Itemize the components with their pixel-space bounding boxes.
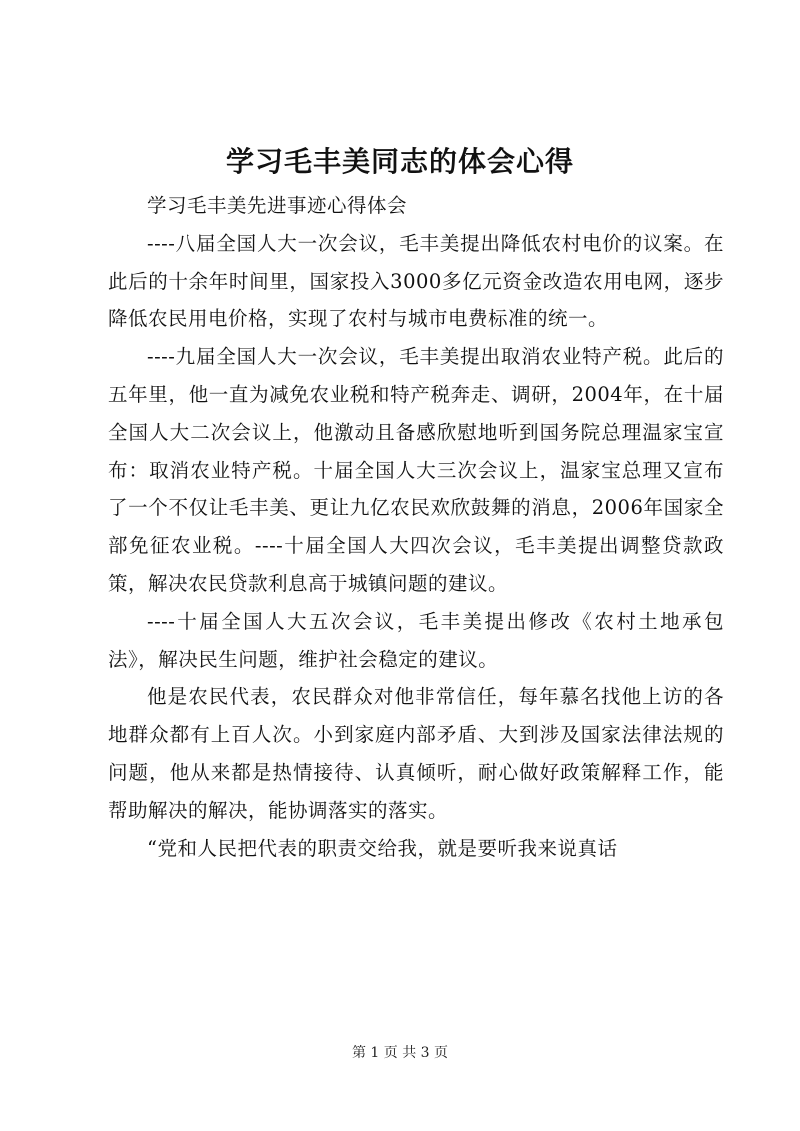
document-body [108, 187, 724, 867]
page-title: 学习毛丰美同志的体会心得 [225, 145, 574, 178]
subtitle-paragraph: 学习毛丰美先进事迹心得体会 [147, 194, 408, 217]
paragraph-electricity: ----八届全国人大一次会议，毛丰美提出降低农村电价的议案。在此后的十余年时间里，国家投入3000多亿元资金改造农用电网，逐步降低农民用电价格，实现了农村与城市电费标准的统一。 [108, 231, 724, 331]
paragraph-farmer-representative: 他是农民代表，农民群众对他非常信任，每年慕名找他上访的各地群众都有上百人次。小到家庭内部矛盾、大到涉及国家法律法规的问题，他从来都是热情接待、认真倾听，耐心做好政策解释工作，能帮助解决的解决，能协调落实的落实。 [108, 685, 724, 822]
page-number-footer: 第 1 页 共 3 页 [351, 1045, 449, 1061]
paragraph-agricultural-tax: ----九届全国人大一次会议，毛丰美提出取消农业特产税。此后的五年里，他一直为减免农业税和特产税奔走、调研，2004年，在十届全国人大二次会议上，他激动且备感欣慰地听到国务院总理温家宝宣布：取消农业特产税。十届全国人大三次会议上，温家宝总理又宣布了一个不仅让毛丰美、更让九亿农民欢欣鼓舞的消息，2006年国家全部免征农业税。----十届全国人大四次会议，毛丰美提出调整贷款政策，解决农民贷款利息高于城镇问题的建议。 [108, 345, 724, 595]
paragraph-quote: “党和人民把代表的职责交给我，就是要听我来说真话 [147, 836, 618, 860]
paragraph-land-law: ----十届全国人大五次会议，毛丰美提出修改《农村土地承包法》，解决民生问题，维护社会稳定的建议。 [108, 609, 724, 671]
